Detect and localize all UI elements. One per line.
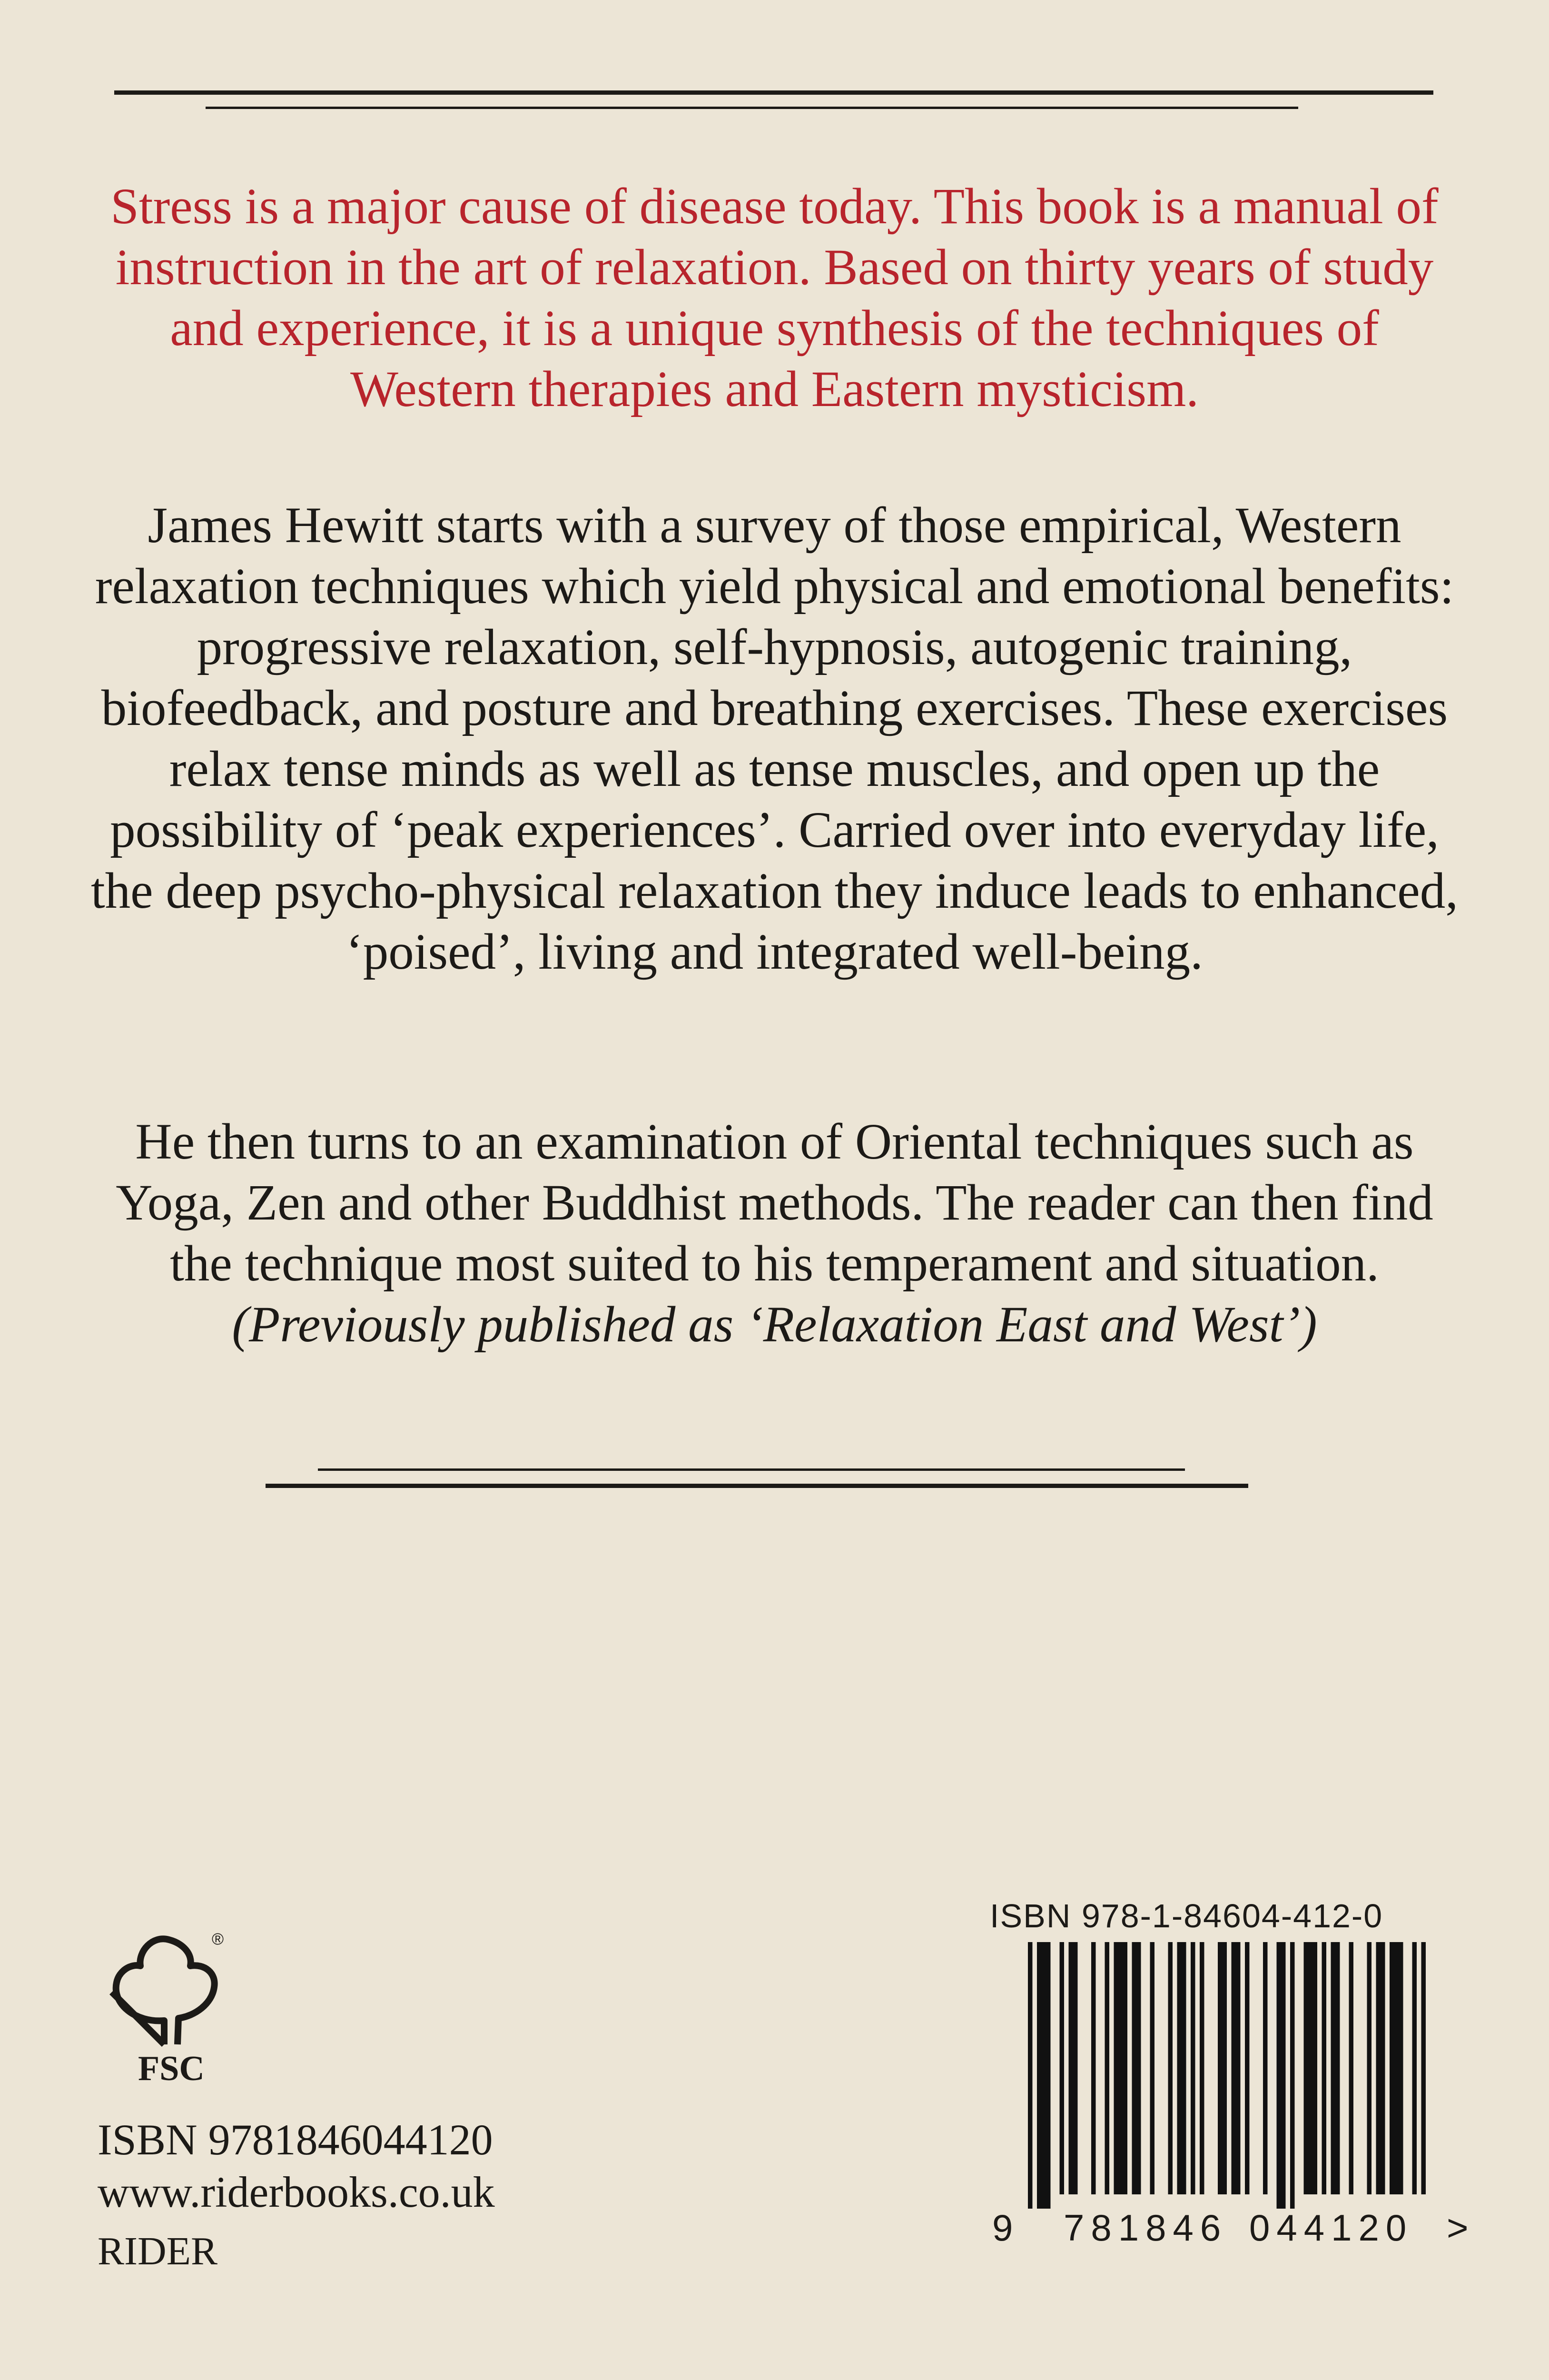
barcode-bar — [1028, 1942, 1033, 2209]
barcode-bar — [1245, 1942, 1250, 2194]
barcode-bar — [1091, 1942, 1096, 2194]
fsc-tree-icon — [93, 1925, 240, 2087]
barcode-bar — [1177, 1942, 1186, 2194]
barcode-bar — [1322, 1942, 1327, 2194]
description-paragraph: James Hewitt starts with a survey of those empirical, Western relaxation techniques which yield physical and emotional benefits: progressive relaxation, self-hypnosis, autogenic training, biofeedback, and posture and breathing exercises. These exercises relax tense minds as well as tense muscles, and open up the possibility of ‘peak experiences’. Carried over into everyday life, the deep psycho-physical relaxation they induce leads to enhanced, ‘poised’, living and integrated well-being. — [90, 497, 1459, 980]
barcode-bar — [1232, 1942, 1241, 2194]
publisher-name: RIDER — [98, 2229, 217, 2273]
barcode-bar — [1421, 1942, 1426, 2194]
barcode-bar — [1069, 1942, 1078, 2194]
barcode — [1028, 1942, 1432, 2209]
bottom-rule-thick — [266, 1484, 1248, 1488]
fsc-label: FSC — [138, 2049, 205, 2087]
svg-text:®: ® — [212, 1930, 224, 1948]
oriental-text: He then turns to an examination of Oriental techniques such as Yoga, Zen and other Buddhist methods. The reader can then find the technique most suited to his temperament and situation. — [116, 1114, 1433, 1292]
barcode-bar — [1037, 1942, 1051, 2209]
barcode-bar — [1349, 1942, 1354, 2194]
barcode-bar — [1200, 1942, 1204, 2194]
fsc-logo — [93, 1925, 240, 2090]
website-link[interactable]: www.riderbooks.co.uk — [98, 2168, 495, 2216]
barcode-bar — [1114, 1942, 1128, 2194]
barcode-bar — [1277, 1942, 1286, 2209]
barcode-bar — [1376, 1942, 1385, 2194]
bottom-rule-thin — [318, 1468, 1185, 1471]
barcode-bar — [1060, 1942, 1065, 2194]
barcode-bar — [1304, 1942, 1318, 2194]
barcode-bar — [1150, 1942, 1155, 2194]
barcode-bar — [1218, 1942, 1227, 2194]
isbn-text: ISBN 9781846044120 — [98, 2115, 493, 2164]
barcode-group-1: 781846 — [1064, 2207, 1228, 2249]
barcode-bar — [1390, 1942, 1403, 2194]
barcode-bar — [1191, 1942, 1195, 2194]
barcode-bar — [1331, 1942, 1340, 2194]
barcode-isbn-label: ISBN 978-1-84604-412-0 — [990, 1897, 1383, 1934]
barcode-group-2: 044120 — [1249, 2207, 1413, 2249]
barcode-bar — [1263, 1942, 1268, 2194]
previously-published-note: (Previously published as ‘Relaxation East and West’) — [232, 1297, 1317, 1353]
top-rule-thin — [206, 107, 1298, 109]
top-rule-thick — [114, 90, 1433, 95]
barcode-bar — [1367, 1942, 1372, 2194]
barcode-end-mark: > — [1447, 2207, 1469, 2249]
barcode-bar — [1168, 1942, 1173, 2194]
barcode-bar — [1412, 1942, 1417, 2194]
barcode-lead-digit: 9 — [992, 2207, 1013, 2249]
intro-paragraph: Stress is a major cause of disease today. This book is a manual of instruction in the art of relaxation. Based on thirty years of study and experience, it is a unique synthesis of the techniques of Western therapies and Eastern mysticism. — [110, 178, 1439, 417]
oriental-paragraph — [86, 1111, 1463, 1355]
barcode-bar — [1132, 1942, 1141, 2194]
barcode-bar — [1105, 1942, 1110, 2194]
barcode-bar — [1290, 1942, 1295, 2209]
